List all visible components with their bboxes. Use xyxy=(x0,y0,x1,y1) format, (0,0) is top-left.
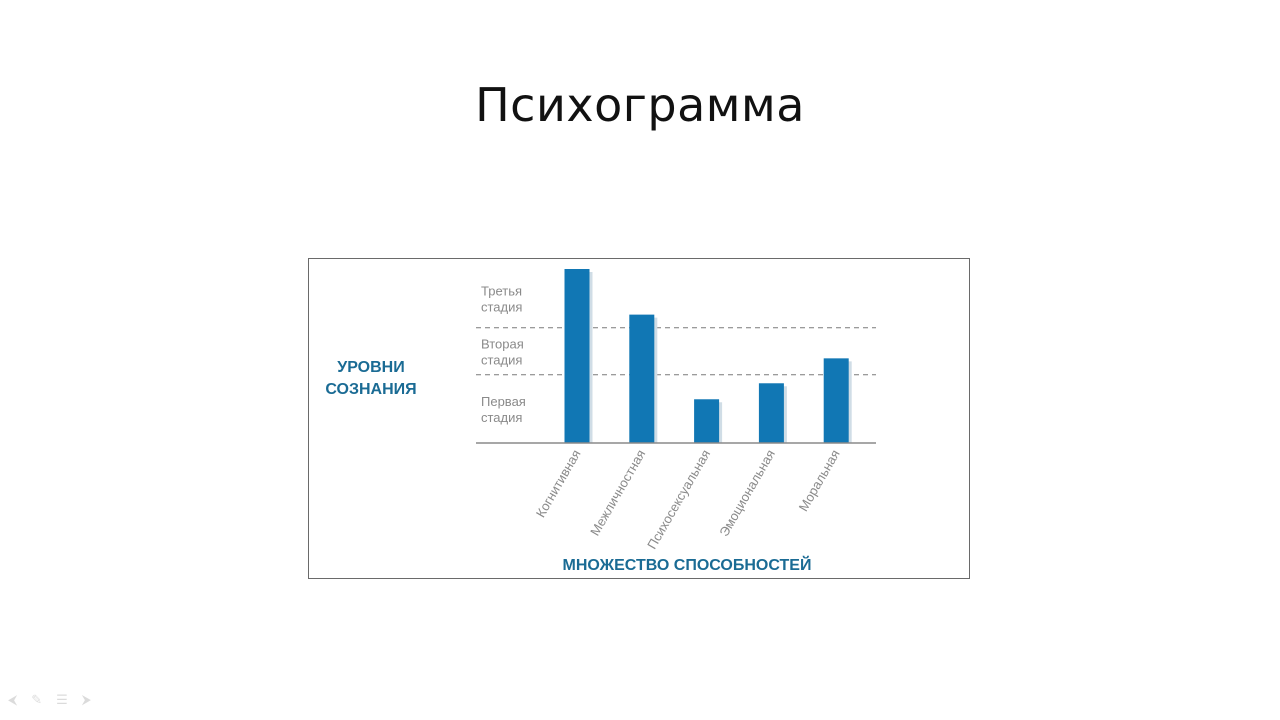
y-axis-title: УРОВНИ xyxy=(337,359,405,376)
stage-label: стадия xyxy=(481,352,523,368)
category-tick-label: Когнитивная xyxy=(532,447,584,520)
bar xyxy=(629,315,654,443)
bar xyxy=(565,269,590,443)
x-axis-title: МНОЖЕСТВО СПОСОБНОСТЕЙ xyxy=(562,557,812,574)
bar xyxy=(759,383,784,443)
pen-icon[interactable]: ✎ xyxy=(31,693,43,708)
category-tick-label: Психосексуальная xyxy=(644,446,714,552)
stage-label: Первая xyxy=(481,393,526,409)
category-tick-label: Моральная xyxy=(795,447,843,514)
bar xyxy=(824,358,849,443)
prev-arrow-icon[interactable]: ⮜ xyxy=(8,693,18,708)
stage-label: стадия xyxy=(481,299,523,315)
psychogram-chart xyxy=(309,259,971,580)
slide-title: Психограмма xyxy=(475,78,805,132)
category-tick-label: Эмоциональная xyxy=(716,447,778,539)
menu-icon[interactable]: ☰ xyxy=(56,693,68,708)
stage-label: Третья xyxy=(481,283,523,299)
stage-label: Вторая xyxy=(481,336,524,352)
stage-label: стадия xyxy=(481,409,523,425)
bar xyxy=(694,399,719,443)
chart-frame xyxy=(308,258,970,579)
slideshow-toolbar xyxy=(8,693,91,708)
next-arrow-icon[interactable]: ⮞ xyxy=(81,693,92,708)
y-axis-title: СОЗНАНИЯ xyxy=(325,381,417,398)
category-tick-label: Межличностная xyxy=(587,447,649,539)
